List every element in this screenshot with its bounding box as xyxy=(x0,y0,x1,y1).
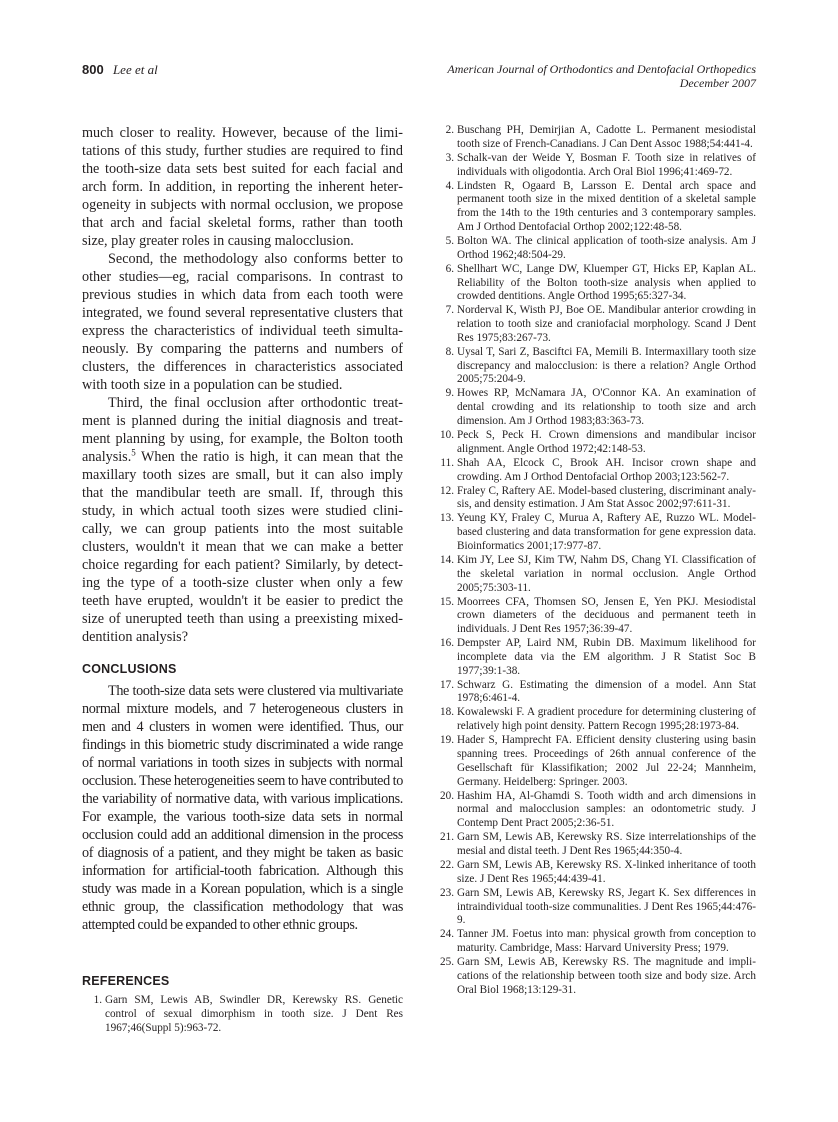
reference-text: Uysal T, Sari Z, Basciftci FA, Memili B. Intermaxillary tooth size discrepancy and malocclusion: is there a relation? Angle Orthod 2005;75:204-9. xyxy=(457,345,756,386)
reference-text: Garn SM, Lewis AB, Kerewsky RS, Jegart K. Sex differences in intraindividual tooth-size communalities. J Dent Res 1965;44:476-9. xyxy=(457,886,756,927)
reference-item xyxy=(440,887,756,928)
reference-number: 11. xyxy=(440,456,454,469)
reference-text: Garn SM, Lewis AB, Kerewsky RS. X-linked inheritance of tooth size. J Dent Res 1965;44:439-41. xyxy=(457,858,756,885)
reference-item xyxy=(440,235,756,263)
reference-text: Buschang PH, Demirjian A, Cadotte L. Permanent mesiodistal tooth size of French-Canadians. J Can Dent Assoc 1988;54:441-4. xyxy=(457,124,756,150)
reference-number: 3. xyxy=(445,151,454,164)
reference-item xyxy=(440,304,756,345)
reference-number: 14. xyxy=(440,553,454,566)
citation-superscript: 5 xyxy=(131,447,136,458)
reference-item xyxy=(88,994,403,1035)
reference-item xyxy=(440,956,756,997)
reference-number: 21. xyxy=(440,831,454,844)
references-list-right xyxy=(440,124,756,998)
reference-number: 17. xyxy=(440,678,454,691)
reference-item xyxy=(440,679,756,707)
reference-item xyxy=(440,596,756,637)
reference-number: 20. xyxy=(440,789,454,802)
reference-number: 15. xyxy=(440,595,454,608)
reference-item xyxy=(440,346,756,387)
reference-item xyxy=(440,152,756,180)
conclusions-paragraph: The tooth-size data sets were clustered via multivariate normal mixture models, and 7 heterogeneous clusters in men and 4 clusters in women were identified. Thus, our findings in this biometric study discriminated a wide range of normal variations in tooth sizes in subjects with normal occlusion. These heterogeneities seem to have contributed to the variability of normative data, with various implications. For example, the various tooth-size data sets in normal occlusion could add an additional dimension in the process of diagnosis of a patient, and they might be taken as basic information for artificial-tooth fabrication. Although this study was made in a Korean population, which is a single ethnic group, the classification methodology that was attempted could be expanded to other ethnic groups. xyxy=(82,683,403,933)
reference-item xyxy=(440,485,756,513)
reference-text: Dempster AP, Laird NM, Rubin DB. Maximum likelihood for incomplete data via the EM algorithm. J R Statist Soc B 1977;39:1-38. xyxy=(457,637,756,677)
reference-item xyxy=(440,387,756,428)
reference-item xyxy=(440,831,756,859)
reference-text: Howes RP, McNamara JA, O'Connor KA. An examination of dental crowding and its relationship to tooth size and arch dimension. Am J Orthod 1983;83:363-73. xyxy=(457,387,756,428)
body-paragraph: much closer to reality. However, because of the limitations of this study, further studies are required to find the tooth-size data sets best suited for each facial and arch form. In addition, in reporting the inherent heterogeneity in subjects with normal occlusion, we propose that arch and facial skeletal forms, rather than tooth size, play greater roles in causing malocclusion. xyxy=(82,125,403,249)
running-header-left xyxy=(82,62,158,78)
reference-text: Garn SM, Lewis AB, Kerewsky RS. The magnitude and implications of the relationship between tooth size and body size. Arch Oral Biol 1968;13:129-31. xyxy=(457,956,756,996)
reference-text: Schwarz G. Estimating the dimension of a model. Ann Stat 1978;6:461-4. xyxy=(457,678,756,705)
reference-item xyxy=(440,928,756,956)
reference-number: 24. xyxy=(440,928,454,941)
reference-text: Kim JY, Lee SJ, Kim TW, Nahm DS, Chang YI. Classification of the skeletal variation in normal occlusion. Angle Orthod 2005;75:303-11. xyxy=(457,553,756,594)
reference-text: Shah AA, Elcock C, Brook AH. Incisor crown shape and crowding. Am J Orthod Dentofacial Orthop 2003;123:562-7. xyxy=(457,456,756,483)
reference-text: Kowalewski F. A gradient procedure for determining clustering of relatively high point density. Pattern Recogn 1995;28:1973-84. xyxy=(457,706,756,733)
reference-item xyxy=(440,554,756,595)
left-column xyxy=(82,124,403,1036)
reference-text: Lindsten R, Ogaard B, Larsson E. Dental arch space and permanent tooth size in the mixed dentition of a skeletal sample from the 14th to the 19th centuries and 3 contemporary samples. Am J Orthod Dentofacial Orthop 2002;122:48-58. xyxy=(457,179,756,233)
reference-number: 13. xyxy=(440,512,454,525)
reference-item xyxy=(440,124,756,152)
reference-item xyxy=(440,180,756,235)
reference-item xyxy=(440,859,756,887)
reference-number: 16. xyxy=(440,637,454,650)
reference-number: 9. xyxy=(445,387,454,400)
paragraph-text: Third, the final occlusion after orthodontic treatment is planned during the initial diagnosis and treatment planning by using, for example, the Bolton tooth analysis. xyxy=(82,395,403,465)
reference-text: Garn SM, Lewis AB, Swindler DR, Kerewsky RS. Genetic control of sexual dimorphism in tooth size. J Dent Res 1967;46(Suppl 5):963-72. xyxy=(105,994,403,1034)
reference-number: 19. xyxy=(440,734,454,747)
reference-text: Yeung KY, Fraley C, Murua A, Raftery AE, Ruzzo WL. Model-based clustering and data transformation for gene expression data. Bioinformatics 2001;17:977-87. xyxy=(457,512,756,552)
running-authors: Lee et al xyxy=(112,62,158,77)
running-header-right xyxy=(447,62,756,90)
reference-item xyxy=(440,457,756,485)
reference-number: 8. xyxy=(445,345,454,358)
reference-number: 10. xyxy=(440,429,454,442)
reference-number: 22. xyxy=(440,858,454,871)
body-paragraph-third xyxy=(82,394,403,646)
reference-number: 6. xyxy=(445,262,454,275)
reference-text: Peck S, Peck H. Crown dimensions and mandibular incisor alignment. Angle Orthod 1972;42:148-53. xyxy=(457,429,756,455)
reference-item xyxy=(440,734,756,789)
reference-item xyxy=(440,637,756,678)
reference-text: Hashim HA, Al-Ghamdi S. Tooth width and arch dimensions in normal and malocclusion samples: an odontometric study. J Contemp Dent Pract 2005;2:36-51. xyxy=(457,789,756,830)
body-paragraph: Second, the methodology also conforms better to other studies—eg, racial comparisons. In contrast to previous studies in which data from each tooth were integrated, we found several representative clusters that express the characteristics of individual teeth simultaneously. By comparing the patterns and numbers of clusters, the differences in characteristics associated with tooth size in a population can be studied. xyxy=(82,251,403,393)
references-heading: REFERENCES xyxy=(82,974,170,988)
reference-item xyxy=(440,263,756,304)
reference-text: Schalk-van der Weide Y, Bosman F. Tooth size in relatives of individuals with oligodontia. Arch Oral Biol 1996;41:469-72. xyxy=(457,151,756,178)
reference-item xyxy=(440,512,756,553)
reference-text: Hader S, Hamprecht FA. Efficient density clustering using basin spanning trees. Proceedings of 26th annual conference of the Gesellschaft für Klassifikation; 2002 Jul 22-24; Mannheim, Germany. Heidelberg: Springer. 2003. xyxy=(457,734,756,788)
right-column xyxy=(440,124,756,998)
reference-number: 1. xyxy=(93,994,102,1006)
conclusions-heading: CONCLUSIONS xyxy=(82,662,177,676)
reference-number: 5. xyxy=(445,234,454,247)
reference-text: Fraley C, Raftery AE. Model-based clustering, discriminant analysis, and density estimation. J Am Stat Assoc 2002;97:611-31. xyxy=(457,484,756,511)
page-number: 800 xyxy=(82,62,104,77)
reference-text: Norderval K, Wisth PJ, Boe OE. Mandibular anterior crowding in relation to tooth size and craniofacial morphology. Scand J Dent Res 1975;83:267-73. xyxy=(457,304,756,344)
reference-number: 23. xyxy=(440,886,454,899)
reference-item xyxy=(440,429,756,457)
journal-title: American Journal of Orthodontics and Dentofacial Orthopedics xyxy=(447,62,756,76)
reference-number: 2. xyxy=(445,124,454,136)
reference-number: 25. xyxy=(440,956,454,969)
reference-number: 12. xyxy=(440,484,454,497)
reference-text: Garn SM, Lewis AB, Kerewsky RS. Size interrelationships of the mesial and distal teeth. J Dent Res 1965;44:350-4. xyxy=(457,831,756,857)
reference-number: 4. xyxy=(445,179,454,192)
reference-text: Tanner JM. Foetus into man: physical growth from conception to maturity. Cambridge, Mass: Harvard University Press; 1979. xyxy=(457,928,756,955)
reference-text: Moorrees CFA, Thomsen SO, Jensen E, Yen PKJ. Mesiodistal crown diameters of the deciduous and permanent teeth in individuals. J Dent Res 1957;36:39-47. xyxy=(457,595,756,636)
reference-text: Shellhart WC, Lange DW, Kluemper GT, Hicks EP, Kaplan AL. Reliability of the Bolton tooth-size analysis when applied to crowded dentitions. Angle Orthod 1995;65:327-34. xyxy=(457,262,756,303)
reference-item xyxy=(440,790,756,831)
reference-number: 7. xyxy=(445,304,454,317)
reference-item xyxy=(440,706,756,734)
paragraph-text: When the ratio is high, it can mean that the maxillary tooth sizes are small, but it can also imply that the mandibular teeth are small. If, through this study, in which actual tooth sizes were studied clinically, we can group patients into the most suitable clusters, wouldn't it mean that we can make a better choice regarding for each patient? Similarly, by detecting the type of a tooth-size cluster when only a few teeth have erupted, wouldn't it be easier to predict the size of unerupted teeth than using a preexisting mixed-dentition analysis? xyxy=(82,449,403,645)
issue-date: December 2007 xyxy=(679,76,756,90)
reference-text: Bolton WA. The clinical application of tooth-size analysis. Am J Orthod 1962;48:504-29. xyxy=(457,234,756,261)
reference-number: 18. xyxy=(440,706,454,719)
references-list-left xyxy=(82,994,403,1035)
